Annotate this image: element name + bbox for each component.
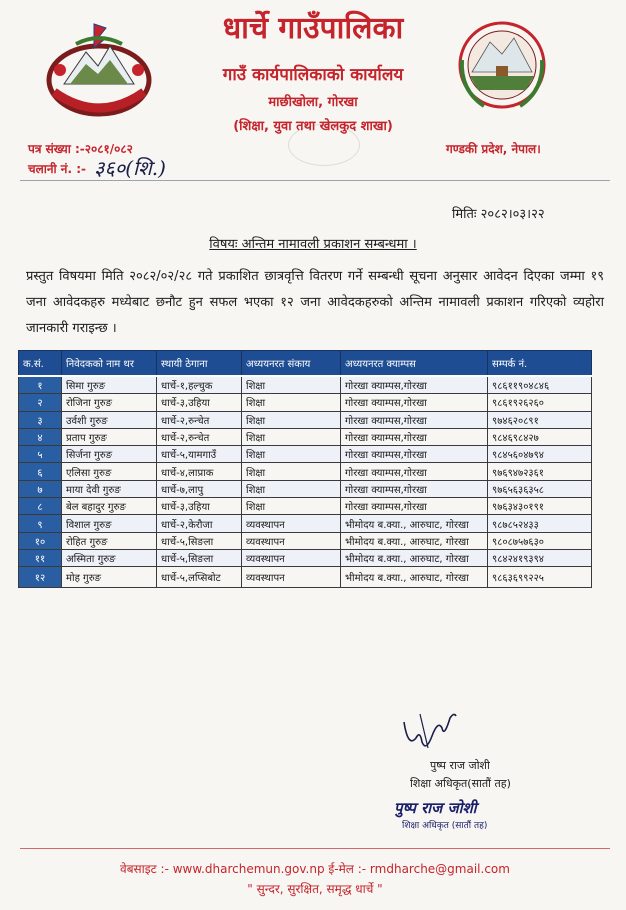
cell-address: धार्चे-३,उहिया bbox=[157, 498, 242, 515]
table-row bbox=[19, 515, 592, 532]
cell-name: उर्वशी गुरुङ bbox=[62, 411, 157, 428]
cell-campus: भीमोदय ब.क्या., आरुघाट, गोरखा bbox=[341, 532, 488, 549]
cell-campus: गोरखा क्याम्पस,गोरखा bbox=[341, 498, 488, 515]
cell-campus: गोरखा क्याम्पस,गोरखा bbox=[341, 480, 488, 497]
table-row bbox=[19, 463, 592, 480]
table-row bbox=[19, 446, 592, 463]
stamp-name: पुष्प राज जोशी bbox=[394, 799, 477, 817]
table-row bbox=[19, 394, 592, 411]
cell-faculty: व्यवस्थापन bbox=[242, 532, 341, 549]
footer-slogan: " सुन्दर, सुरक्षित, समृद्ध धार्चे " bbox=[247, 882, 383, 896]
cell-name: अस्मिता गुरुङ bbox=[62, 549, 157, 566]
cell-sn: ४ bbox=[19, 428, 62, 445]
cell-sn: २ bbox=[19, 394, 62, 411]
cell-contact: ९८४६९८४२७ bbox=[488, 428, 592, 445]
cell-contact: ९७४६२०८९१ bbox=[488, 411, 592, 428]
office-location: माछीखोला, गोरखा bbox=[268, 95, 358, 110]
cell-campus: भीमोदय ब.क्या., आरुघाट, गोरखा bbox=[341, 567, 488, 588]
cell-sn: ७ bbox=[19, 480, 62, 497]
cell-contact: ९७६३४३०१९१ bbox=[488, 498, 592, 515]
cell-name: प्रताप गुरुङ bbox=[62, 428, 157, 445]
cell-address: धार्चे-२,केरौजा bbox=[157, 515, 242, 532]
cell-faculty: शिक्षा bbox=[242, 446, 341, 463]
cell-faculty: शिक्षा bbox=[242, 480, 341, 497]
table-row bbox=[19, 376, 592, 394]
cell-contact: ९७६९४७२३६१ bbox=[488, 463, 592, 480]
document-date: मितिः २०८२।०३।२२ bbox=[452, 207, 545, 222]
col-header-name: निवेदकको नाम थर bbox=[62, 351, 157, 377]
branch-name: (शिक्षा, युवा तथा खेलकुद शाखा) bbox=[233, 119, 393, 134]
table-row bbox=[19, 567, 592, 588]
cell-campus: भीमोदय ब.क्या., आरुघाट, गोरखा bbox=[341, 549, 488, 566]
letter-number: पत्र संख्या :-२०८१/०८२ bbox=[28, 142, 133, 156]
cell-campus: गोरखा क्याम्पस,गोरखा bbox=[341, 376, 488, 394]
signatory-title: शिक्षा अधिकृत(सातौं तह) bbox=[410, 777, 511, 790]
col-header-faculty: अध्ययनरत संकाय bbox=[242, 351, 341, 377]
cell-address: धार्चे-२,रुन्चेत bbox=[157, 411, 242, 428]
cell-name: बेल बहादुर गुरुङ bbox=[62, 498, 157, 515]
cell-contact: ९८०८७५७६३० bbox=[488, 532, 592, 549]
cell-address: धार्चे-५,यामगाउँ bbox=[157, 446, 242, 463]
office-name: गाउँ कार्यपालिकाको कार्यालय bbox=[222, 65, 404, 85]
faded-stamp bbox=[288, 124, 360, 166]
cell-faculty: व्यवस्थापन bbox=[242, 549, 341, 566]
cell-faculty: शिक्षा bbox=[242, 498, 341, 515]
cell-faculty: शिक्षा bbox=[242, 428, 341, 445]
cell-address: धार्चे-५,सिङला bbox=[157, 532, 242, 549]
col-header-contact: सम्पर्क नं. bbox=[488, 351, 592, 377]
footer-divider bbox=[20, 848, 610, 849]
table-row bbox=[19, 532, 592, 549]
header-divider bbox=[20, 180, 610, 181]
cell-sn: १२ bbox=[19, 567, 62, 588]
cell-contact: ९८६११९०४८४६ bbox=[488, 376, 592, 394]
cell-faculty: व्यवस्थापन bbox=[242, 567, 341, 588]
cell-faculty: व्यवस्थापन bbox=[242, 515, 341, 532]
cell-address: धार्चे-४,लाप्राक bbox=[157, 463, 242, 480]
cell-campus: गोरखा क्याम्पस,गोरखा bbox=[341, 428, 488, 445]
cell-name: माया देवी गुरुङ bbox=[62, 480, 157, 497]
cell-name: एलिसा गुरुङ bbox=[62, 463, 157, 480]
table-header-row bbox=[19, 351, 592, 377]
cell-name: सिमा गुरुङ bbox=[62, 376, 157, 394]
subject-line: विषयः अन्तिम नामावली प्रकाशन सम्बन्धमा । bbox=[209, 237, 417, 252]
cell-faculty: शिक्षा bbox=[242, 463, 341, 480]
cell-faculty: शिक्षा bbox=[242, 411, 341, 428]
org-name: धार्चे गाउँपालिका bbox=[222, 11, 404, 46]
signatory-name: पुष्प राज जोशी bbox=[430, 759, 490, 772]
cell-address: धार्चे-१,हल्चुक bbox=[157, 376, 242, 394]
cell-address: धार्चे-३,उहिया bbox=[157, 394, 242, 411]
col-header-campus: अध्ययनरत क्याम्पस bbox=[341, 351, 488, 377]
cell-sn: ११ bbox=[19, 549, 62, 566]
cell-sn: १० bbox=[19, 532, 62, 549]
cell-address: धार्चे-२,रुन्चेत bbox=[157, 428, 242, 445]
signature-icon bbox=[398, 708, 458, 756]
cell-faculty: शिक्षा bbox=[242, 394, 341, 411]
cell-contact: ९८४५६०४७९४ bbox=[488, 446, 592, 463]
cell-sn: ५ bbox=[19, 446, 62, 463]
cell-name: रोजिना गुरुङ bbox=[62, 394, 157, 411]
cell-name: विशाल गुरुङ bbox=[62, 515, 157, 532]
stamp-title: शिक्षा अधिकृत (सातौं तह) bbox=[402, 821, 488, 831]
cell-contact: ९८७८५२४३३ bbox=[488, 515, 592, 532]
cell-campus: गोरखा क्याम्पस,गोरखा bbox=[341, 411, 488, 428]
applicant-table bbox=[18, 350, 592, 588]
dispatch-number-label: चलानी नं. :- bbox=[28, 162, 86, 176]
body-paragraph: प्रस्तुत विषयमा मिति २०८२/०२/२८ गते प्रकाशित छात्रवृत्ति वितरण गर्ने सम्बन्धी सूचना अनुसार आवेदन दिएका जम्मा १९ जना आवेदकहरु मध्येबाट छनौट हुन सफल भएका १२ जना आवेदकहरुको अन्तिम नामावली प्रकाशन गरिएको व्यहोरा जानकारी गराइन्छ । bbox=[26, 269, 604, 336]
table-row bbox=[19, 498, 592, 515]
table-row bbox=[19, 480, 592, 497]
footer-contact: वेबसाइट :- www.dharchemun.gov.np ई-मेल :- rmdharche@gmail.com bbox=[120, 862, 510, 876]
cell-sn: ६ bbox=[19, 463, 62, 480]
cell-campus: गोरखा क्याम्पस,गोरखा bbox=[341, 463, 488, 480]
cell-name: मोह गुरुङ bbox=[62, 567, 157, 588]
table-row bbox=[19, 549, 592, 566]
cell-contact: ९८६३६९९२२५ bbox=[488, 567, 592, 588]
cell-campus: गोरखा क्याम्पस,गोरखा bbox=[341, 394, 488, 411]
cell-name: सिर्जना गुरुङ bbox=[62, 446, 157, 463]
province-name: गण्डकी प्रदेश, नेपाल। bbox=[446, 142, 541, 156]
cell-sn: ९ bbox=[19, 515, 62, 532]
cell-sn: ८ bbox=[19, 498, 62, 515]
nepal-emblem-icon bbox=[40, 22, 158, 122]
cell-campus: गोरखा क्याम्पस,गोरखा bbox=[341, 446, 488, 463]
cell-campus: भीमोदय ब.क्या., आरुघाट, गोरखा bbox=[341, 515, 488, 532]
cell-contact: ९७६५६३६३५८ bbox=[488, 480, 592, 497]
col-header-sn: क.सं. bbox=[19, 351, 62, 377]
cell-contact: ९८६१९२६२६० bbox=[488, 394, 592, 411]
table-row bbox=[19, 428, 592, 445]
cell-sn: १ bbox=[19, 376, 62, 394]
cell-name: रोहित गुरुङ bbox=[62, 532, 157, 549]
table-row bbox=[19, 411, 592, 428]
col-header-address: स्थायी ठेगाना bbox=[157, 351, 242, 377]
cell-address: धार्चे-७,लापु bbox=[157, 480, 242, 497]
dispatch-number-handwritten: ३६०(शि.) bbox=[94, 156, 166, 180]
cell-address: धार्चे-५,लप्सिबोट bbox=[157, 567, 242, 588]
cell-faculty: शिक्षा bbox=[242, 376, 341, 394]
cell-address: धार्चे-५,सिङला bbox=[157, 549, 242, 566]
cell-sn: ३ bbox=[19, 411, 62, 428]
cell-contact: ९८४२४१९३९४ bbox=[488, 549, 592, 566]
